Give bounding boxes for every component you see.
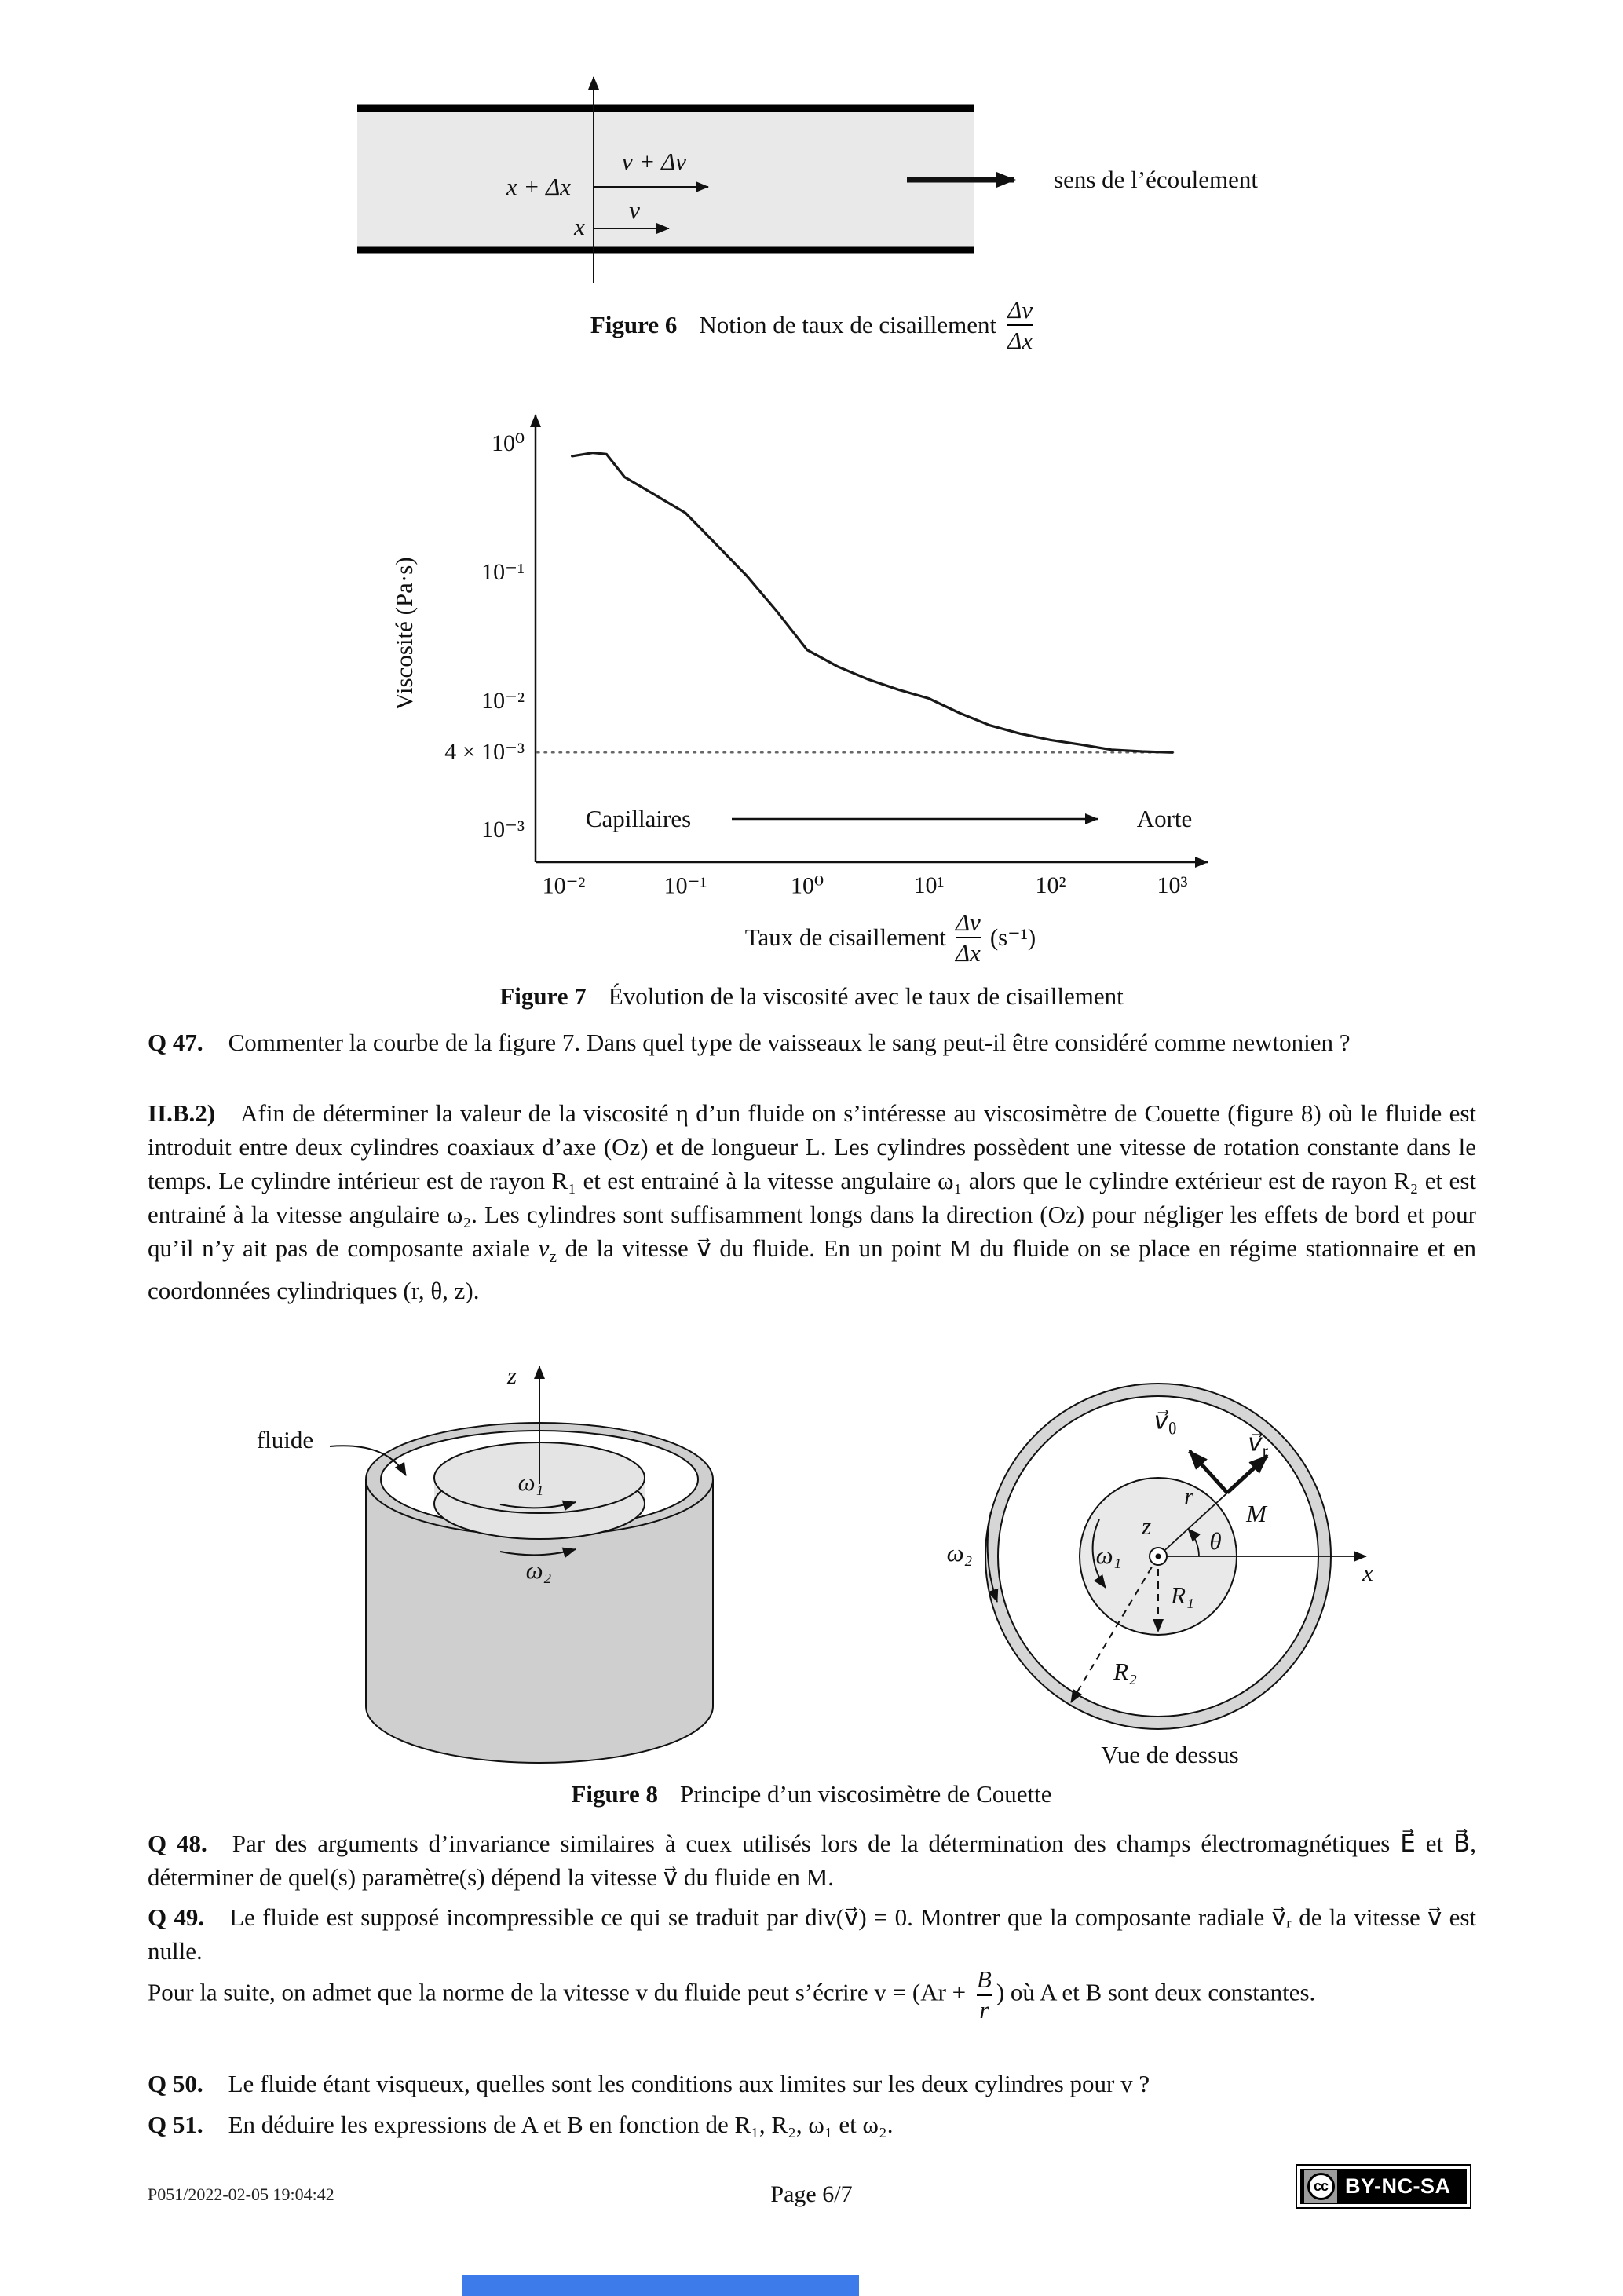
iib2-text-c: de la vitesse v⃗ du fluide. En un point M du fluide on se place en régime stationnaire et en coordonnées cylindriques (r, θ, z). — [148, 1234, 1476, 1305]
q48-label: Q 48. — [148, 1830, 207, 1857]
label-omega2-topview: ω₂ — [946, 1539, 973, 1567]
label-v-plus-dv: v + Δv — [621, 148, 687, 175]
xlabel-fraction — [956, 909, 981, 967]
v-r-sub: r — [1262, 1441, 1268, 1461]
frac-bar — [956, 937, 981, 938]
xtick-1e2: 10² — [1035, 872, 1066, 898]
ytick-1: 10⁰ — [491, 430, 525, 456]
cc-circle: cc — [1307, 2173, 1335, 2200]
annotation-aorte: Aorte — [1136, 805, 1193, 832]
cc-license-badge — [1296, 2164, 1471, 2209]
label-x: x — [574, 213, 585, 240]
iib2-vz-base: v — [538, 1234, 550, 1262]
iib2-label: II.B.2) — [148, 1099, 216, 1127]
z-axis-dot — [1156, 1554, 1161, 1559]
label-z-3d: z — [506, 1362, 517, 1389]
label-theta: θ — [1209, 1527, 1222, 1555]
frac-den: Δx — [1007, 327, 1033, 354]
label-R2: R₂ — [1113, 1658, 1137, 1685]
q47-label: Q 47. — [148, 1029, 203, 1056]
label-M: M — [1246, 1500, 1267, 1527]
iib2-text-a: Afin de déterminer la valeur de la viscosité η d’un fluide on s’intéresse au viscosimètre de Couette (figure 8) où le fluide est introduit entre deux cylindres coaxiaux d’axe (Oz) et de longueur L. Les cylindres possèdent une vitesse de rotation constante dans le temps. Le cylindre intérieur est de rayon R₁ et est entrainé à la vitesse angulaire ω₁ alors que le cylindre extérieur est de rayon R₂ et est entrainé à la vitesse angulaire ω₂. Les cylindres sont suffisamment longs dans la direction (Oz) pour négliger les effets de bord et pour qu’il n’y ait pas de composante axiale — [148, 1099, 1476, 1262]
paragraph-q48 — [148, 1826, 1476, 1894]
label-flow-direction: sens de l’écoulement — [1054, 166, 1258, 193]
xlabel-unit: (s⁻¹) — [989, 923, 1036, 951]
label-x-plus-dx: x + Δx — [506, 173, 572, 200]
label-vue-de-dessus: Vue de dessus — [1101, 1741, 1239, 1768]
figure7-xlabel — [440, 905, 1341, 971]
figure6-caption-text: Notion de taux de cisaillement — [699, 311, 997, 338]
q50-label: Q 50. — [148, 2070, 203, 2097]
frac-bar — [1007, 324, 1033, 326]
label-x-topview: x — [1362, 1559, 1373, 1586]
flow-channel — [357, 112, 974, 247]
paragraph-q49 — [148, 1900, 1476, 1968]
paragraph-iib2 — [148, 1096, 1476, 1307]
xtick-1: 10⁰ — [790, 872, 824, 899]
figure6-caption-tag: Figure 6 — [590, 311, 678, 338]
footer-stamp: P051/2022-02-05 19:04:42 — [148, 2184, 334, 2204]
label-omega2-3d: ω₂ — [525, 1556, 552, 1584]
paragraph-q50 — [148, 2067, 1476, 2100]
q50-text: Le fluide étant visqueux, quelles sont les conditions aux limites sur les deux cylindres pour v ? — [228, 2070, 1150, 2097]
paragraph-pour-la-suite — [148, 1967, 1476, 2023]
label-R1: R₁ — [1171, 1581, 1194, 1609]
q49-label: Q 49. — [148, 1903, 205, 1931]
figure8-caption-tag: Figure 8 — [571, 1780, 658, 1808]
pour-pre: Pour la suite, on admet que la norme de la vitesse v du fluide peut s’écrire v = (Ar + — [148, 1978, 972, 2006]
v-r-base: v⃗ — [1248, 1428, 1263, 1457]
label-z-topview: z — [1141, 1512, 1152, 1540]
figure7-caption-text: Évolution de la viscosité avec le taux de cisaillement — [608, 982, 1124, 1010]
xlabel-text: Taux de cisaillement — [744, 923, 946, 951]
q47-text: Commenter la courbe de la figure 7. Dans quel type de vaisseaux le sang peut-il être considéré comme newtonien ? — [228, 1029, 1351, 1056]
selection-highlight-bar — [462, 2275, 859, 2296]
pour-post: ) où A et B sont deux constantes. — [996, 1978, 1316, 2006]
pour-fraction — [977, 1967, 992, 2023]
xtick-1e3: 10³ — [1157, 872, 1188, 898]
label-r: r — [1183, 1483, 1194, 1510]
figure7-caption — [0, 979, 1623, 1014]
cc-icon — [1304, 2170, 1337, 2203]
q49-text: Le fluide est supposé incompressible ce qui se traduit par div(v⃗) = 0. Montrer que la composante radiale v⃗ᵣ de la vitesse v⃗ est nulle. — [148, 1903, 1477, 1965]
iib2-vz-sub: z — [549, 1247, 557, 1267]
label-v: v — [629, 196, 640, 224]
frac-num: Δv — [955, 908, 981, 936]
figure7-ylabel: Viscosité (Pa·s) — [390, 557, 418, 711]
label-omega1-3d: ω₁ — [517, 1468, 544, 1496]
xtick-1e-1: 10⁻¹ — [663, 872, 707, 899]
label-fluide: fluide — [256, 1426, 314, 1453]
figure8-diagram — [188, 1327, 1437, 1782]
ytick-1e-2: 10⁻² — [481, 688, 525, 714]
frac-num: Δv — [1007, 295, 1033, 324]
frac-den: Δx — [955, 939, 981, 967]
figure7-caption-tag: Figure 7 — [499, 982, 587, 1010]
label-v-r — [1248, 1428, 1268, 1461]
label-v-theta — [1154, 1406, 1177, 1439]
footer-page-number: Page 6/7 — [770, 2181, 853, 2207]
cc-license-text: BY-NC-SA — [1345, 2174, 1451, 2198]
xtick-1e-2: 10⁻² — [542, 872, 586, 899]
figure6-caption — [0, 292, 1623, 358]
q51-label: Q 51. — [148, 2111, 203, 2138]
annotation-capillaires: Capillaires — [585, 805, 692, 832]
xtick-1e1: 10¹ — [913, 872, 945, 898]
q51-text: En déduire les expressions de A et B en fonction de R₁, R₂, ω₁ et ω₂. — [228, 2111, 894, 2138]
v-theta-sub: θ — [1168, 1419, 1177, 1439]
viscosity-curve — [572, 453, 1172, 753]
label-omega1-topview: ω₁ — [1095, 1541, 1122, 1569]
ytick-1e-1: 10⁻¹ — [481, 559, 525, 585]
figure8-caption-text: Principe d’un viscosimètre de Couette — [680, 1780, 1052, 1808]
figure6-caption-fraction — [1007, 297, 1033, 354]
figure8-caption — [0, 1777, 1623, 1812]
ytick-4e-3: 4 × 10⁻³ — [444, 739, 525, 765]
frac-num: B — [976, 1965, 992, 1993]
paragraph-q47 — [148, 1026, 1476, 1059]
v-theta-base: v⃗ — [1153, 1406, 1168, 1435]
paragraph-q51 — [148, 2108, 1476, 2141]
q48-text: Par des arguments d’invariance similaires à cuex utilisés lors de la détermination des champs électromagnétiques E⃗ et B⃗, déterminer de quel(s) paramètre(s) dépend la vitesse v⃗ du fluide en M. — [148, 1830, 1476, 1891]
ytick-1e-3: 10⁻³ — [481, 817, 525, 843]
frac-den: r — [979, 1995, 989, 2024]
